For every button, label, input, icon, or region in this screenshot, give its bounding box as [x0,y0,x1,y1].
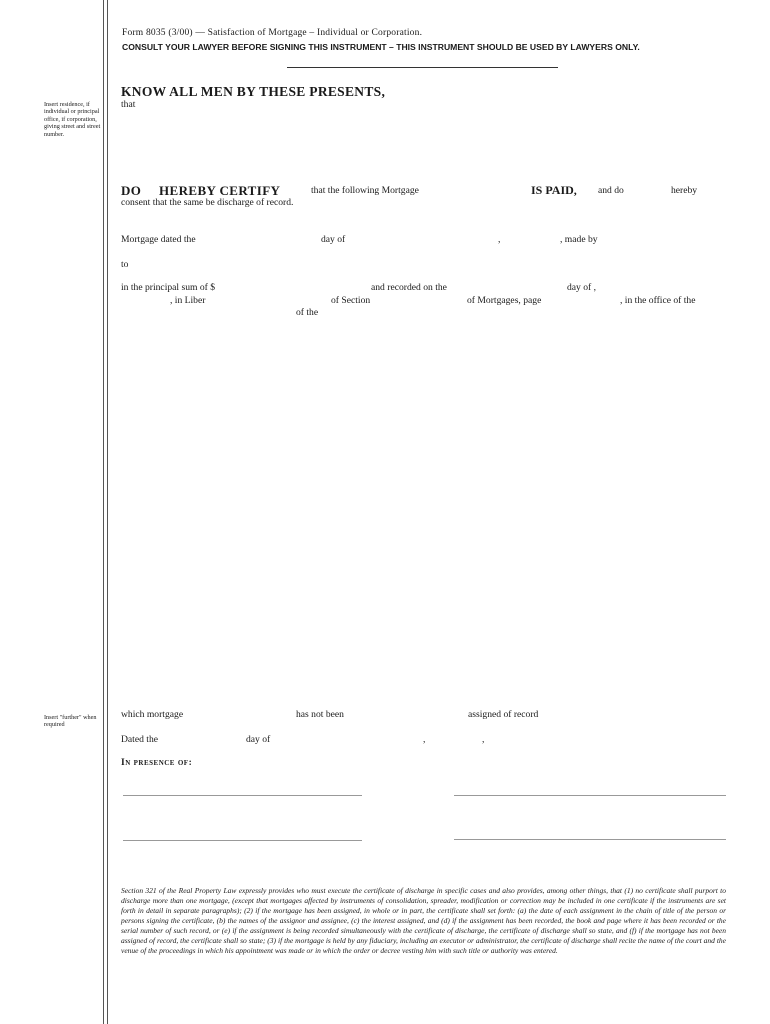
dated-day-of-label: day of [246,734,271,745]
form-id: Form 8035 (3/00) — Satisfaction of Mortgage – Individual or Corporation. [122,28,423,38]
consent-text: consent that the same be discharge of record. [121,197,294,208]
in-office-label: , in the office of the [620,295,696,306]
principal-sum-label: in the principal sum of $ [121,282,216,293]
that-label: that [121,99,136,110]
dated-the-label: Dated the [121,734,159,745]
in-presence-of-label: In presence of: [121,758,193,768]
hereby-label: hereby [671,185,698,196]
section-321-note: Section 321 of the Real Property Law expressly provides who must execute the certificate of discharge in specific cases and also provides, among other things, that (1) no certificate shall purport to discharge more than one mortgage, (except that mortgages affected by instruments of consolidation, spreader, modification or correction may be included in one certificate if the instruments are set forth in detail in separate paragraphs); (2) if the mortgage has been assigned, in whole or in part, the certificate shall set forth: (a) the date of each assignment in the chain of title of the person or persons signing the certificate, (b) the names of the assignor and assignee, (c) the interest assigned, and (d) if the assignment has been recorded, the book and page where it has been recorded or the serial number of such record, or (e) if the assignment is being recorded simultaneously with the certificate of discharge, the certificate of discharge shall so state, and (f) if the mortgage has not been assigned of record, the certificate shall so state; (3) if the mortgage is held by any fiduciary, including an executor or administrator, the certificate of discharge shall recite the name of the court and the venue of the proceedings in which his appointment was made or in which the order or decree vesting him with such title or authority was entered. [121,886,726,955]
left-margin-rule-inner [107,0,108,1024]
margin-note-further: Insert "further" when required [44,714,97,729]
signature-line-1[interactable] [454,795,726,796]
recorded-on-label: and recorded on the [371,282,447,293]
and-do-label: and do [598,185,624,196]
mortgage-dated-label: Mortgage dated the [121,234,196,245]
header-divider [287,67,558,68]
in-liber-label: , in Liber [170,295,206,306]
do-label: DO [121,183,142,198]
is-paid-label: IS PAID, [531,183,577,197]
has-not-been-label: has not been [296,709,344,720]
margin-note-residence: Insert residence, if individual or principal office, if corporation, giving street and street number. [44,101,101,138]
made-by-label: , made by [560,234,598,245]
signature-line-2[interactable] [454,839,726,840]
witness-signature-line-1[interactable] [123,795,362,796]
of-the-label: of the [296,307,319,318]
to-label: to [121,259,129,270]
of-section-label: of Section [331,295,371,306]
dated-comma-1: , [423,734,426,745]
day-of-2-label: day of , [567,282,597,293]
which-mortgage-label: which mortgage [121,709,184,720]
day-of-label: day of [321,234,346,245]
comma-label: , [498,234,501,245]
dated-comma-2: , [482,734,485,745]
left-margin-rule [103,0,104,1024]
assigned-of-record-label: assigned of record [468,709,539,720]
page-title: KNOW ALL MEN BY THESE PRESENTS, [121,84,386,99]
of-mortgages-page-label: of Mortgages, page [467,295,542,306]
witness-signature-line-2[interactable] [123,840,362,841]
following-mortgage-label: that the following Mortgage [311,185,419,196]
hereby-certify-label: HEREBY CERTIFY [159,183,281,198]
consult-notice: CONSULT YOUR LAWYER BEFORE SIGNING THIS INSTRUMENT – THIS INSTRUMENT SHOULD BE USED BY LAWYERS ONLY. [122,42,640,52]
